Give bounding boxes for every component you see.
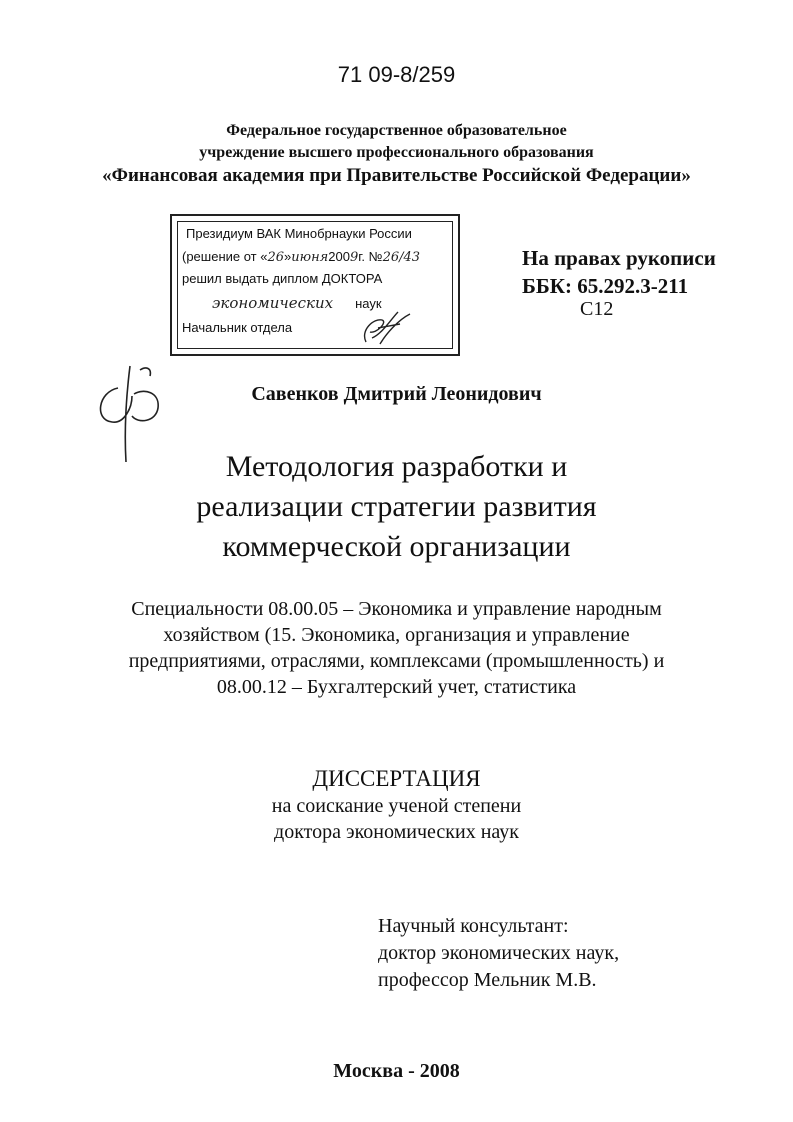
stamp-decision-month: июня — [291, 250, 329, 265]
stamp-decision-day: 26 — [267, 250, 285, 265]
author-name: Савенков Дмитрий Леонидович — [251, 383, 542, 405]
title-line-3: коммерческой организации — [222, 530, 571, 563]
specialties-line-1: Специальности 08.00.05 – Экономика и управление народным — [131, 598, 662, 620]
stamp-line-5: Начальник отдела — [182, 320, 293, 335]
stamp-decision-line — [182, 249, 420, 265]
manuscript-bbk: ББК: 65.292.3-211 — [522, 274, 689, 298]
manuscript-block — [522, 244, 716, 300]
stamp-decision-year-prefix: 200 — [328, 249, 350, 264]
stamp-decision-mid: » — [284, 249, 292, 264]
stamp-decision-g: г. № — [358, 249, 383, 264]
specialties-line-3: предприятиями, отраслями, комплексами (промышленность) и — [128, 650, 665, 672]
title-line-2: реализации стратегии развития — [196, 490, 597, 523]
stamp-field-handwritten: экономических — [212, 294, 334, 312]
consultant-degree: доктор экономических наук, — [378, 942, 620, 964]
place-year: Москва - 2008 — [333, 1060, 460, 1082]
dissertation-type: ДИССЕРТАЦИЯ — [312, 766, 481, 791]
consultant-label: Научный консультант: — [378, 915, 569, 937]
dissertation-degree — [0, 793, 793, 845]
stamp-line-3: решил выдать диплом ДОКТОРА — [182, 271, 383, 286]
manuscript-rights: На правах рукописи — [522, 246, 716, 270]
title-line-1: Методология разработки и — [225, 450, 568, 483]
stamp-decision-year-digit: 9 — [349, 250, 359, 265]
stamp-field-suffix: наук — [355, 296, 382, 311]
specialties-line-2: хозяйством (15. Экономика, организация и управление — [163, 624, 630, 646]
dissertation-title — [0, 447, 793, 567]
stamp-decision-prefix: (решение от « — [182, 249, 268, 264]
stamp-line-1: Президиум ВАК Минобрнауки России — [186, 226, 412, 241]
manuscript-code: С12 — [580, 298, 614, 320]
archive-code: 71 09-8/259 — [337, 62, 456, 87]
degree-line-2: доктора экономических наук — [274, 821, 519, 843]
institution-line-3: «Финансовая академия при Правительстве Российской Федерации» — [102, 165, 691, 186]
institution-line-1: Федеральное государственное образовательное — [226, 122, 567, 139]
stamp-decision-number: 26/43 — [382, 250, 421, 265]
institution-line-2: учреждение высшего профессионального образования — [199, 144, 594, 161]
scientific-consultant — [378, 913, 619, 994]
specialties — [0, 596, 793, 700]
specialties-line-4: 08.00.12 – Бухгалтерский учет, статистика — [216, 676, 577, 698]
degree-line-1: на соискание ученой степени — [271, 795, 522, 817]
vak-stamp — [170, 214, 460, 356]
institution-header — [0, 120, 793, 188]
signature-icon — [352, 304, 422, 350]
consultant-name: профессор Мельник М.В. — [378, 969, 597, 991]
